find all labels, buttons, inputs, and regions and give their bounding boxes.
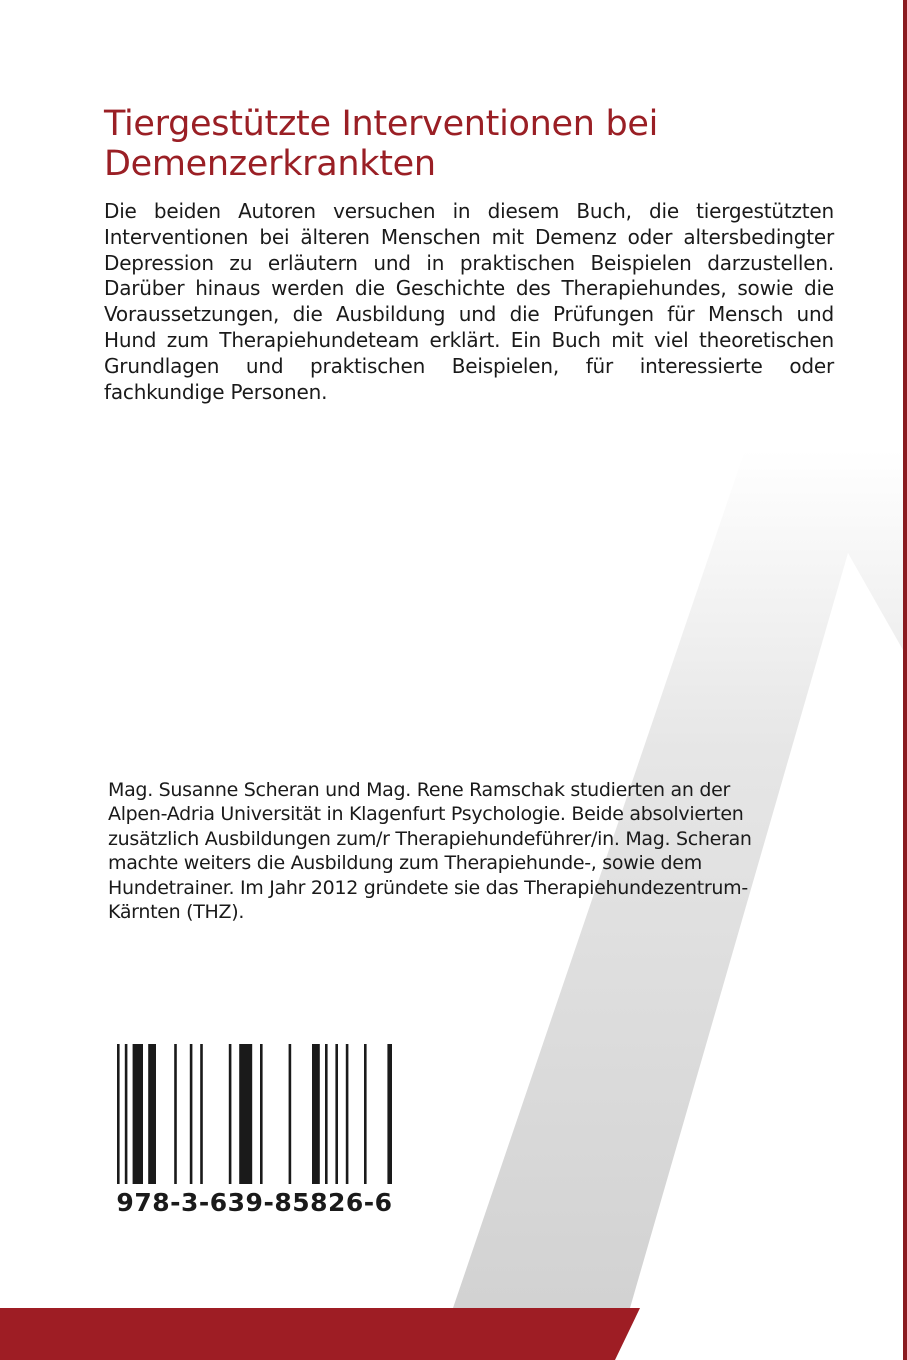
barcode-bar: [148, 1044, 156, 1184]
barcode-bar: [133, 1044, 143, 1184]
author-bio-line: Mag. Susanne Scheran und Mag. Rene Ramschak studierten an der: [108, 779, 731, 801]
barcode-bar: [229, 1044, 232, 1184]
author-bio-line: zusätzlich Ausbildungen zum/r Therapiehundeführer/in. Mag. Scheran: [108, 827, 752, 850]
barcode-bar: [260, 1044, 263, 1184]
barcode-bar: [174, 1044, 177, 1184]
isbn-number: 978-3-639-85826-6: [116, 1188, 393, 1217]
barcode-bar: [387, 1044, 392, 1184]
book-title: Tiergestützte Interventionen bei Demenzerkrankten: [104, 104, 659, 184]
barcode-bars: [117, 1044, 392, 1184]
barcode-bar: [239, 1044, 252, 1184]
barcode-bar: [125, 1044, 128, 1184]
author-bio: [108, 778, 828, 924]
barcode-bar: [346, 1044, 349, 1184]
barcode-bar: [312, 1044, 320, 1184]
author-bio-line: machte weiters die Ausbildung zum Therapiehunde-, sowie dem: [108, 852, 702, 875]
barcode-bar: [325, 1044, 328, 1184]
barcode-bar: [117, 1044, 120, 1184]
book-description: Die beiden Autoren versuchen in diesem Buch, die tiergestützten Interventionen bei älteren Menschen mit Demenz oder altersbedingter Depression zu erläutern und in praktischen Beispielen darzustellen. Darüber hinaus werden die Geschichte des Therapiehundes, sowie die Voraussetzungen, die Ausbildung und die Prüfungen für Mensch und Hund zum Therapiehundeteam erklärt. Ein Buch mit viel theoretischen Grundlagen und praktischen Beispielen, für interessierte oder fachkundige Personen.: [104, 199, 834, 404]
barcode-bar: [364, 1044, 367, 1184]
barcode-bar: [289, 1044, 292, 1184]
author-bio-line: Hundetrainer. Im Jahr 2012 gründete sie das Therapiehundezentrum-: [108, 876, 748, 899]
barcode-bar: [335, 1044, 338, 1184]
red-bottom-band: [0, 1308, 640, 1360]
author-bio-line: Kärnten (THZ).: [108, 901, 245, 924]
isbn-barcode: [112, 1040, 397, 1220]
red-right-edge: [903, 0, 907, 1360]
barcode-bar: [190, 1044, 193, 1184]
barcode-bar: [200, 1044, 203, 1184]
author-bio-line: Alpen-Adria Universität in Klagenfurt Psychologie. Beide absolvierten: [108, 803, 744, 826]
